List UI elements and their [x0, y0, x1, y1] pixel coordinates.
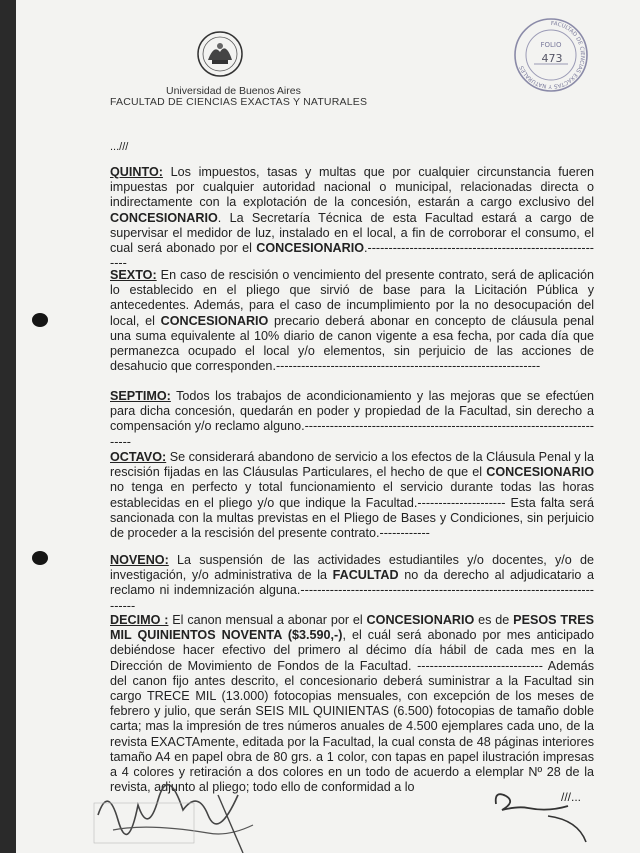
stamp-folio-label: FOLIO	[540, 41, 562, 49]
clause-text: Los impuestos, tasas y multas que por cualquier circunstancia fueren impuestas por cualquier autoridad nacional o municipal, relacionadas directa o indirectamente con la explotación de la concesión, estarán a cargo exclusivo del	[110, 165, 594, 210]
clause-heading: SEXTO:	[110, 268, 157, 282]
university-seal-icon	[196, 30, 244, 78]
clause-text-bold: CONCESIONARIO	[160, 313, 269, 328]
clause-quinto	[110, 165, 594, 271]
clause-text: , el cuál será abonado por mes anticipado debiéndose hacer efectivo del primero al décimo día hábil de cada mes en la Dirección de Movimiento de Fondos de la Facultad. ------------------------------ Además del canon fijo antes descrito, el concesionario deberá suministrar a la Facultad sin cargo TRECE MIL (13.000) fotocopias mensuales, con excepción de los meses de febrero y julio, que serán SEIS MIL QUINIENTAS (6.500) fotocopias de tamaño doble carta; mas la impresión de tres números anuales de 4.500 ejemplares cada uno, de la revista EXACTAmente, editada por la Facultad, la cual consta de 48 páginas interiores tamaño A4 en papel obra de 80 grs. a 1 color, con tapas en papel ilustración impresas a 4 colores y retiración a dos colores en un todo de acuerdo a elemplar Nº 28 de la revista, adjunto al pliego; todo ello de conformidad a lo	[110, 628, 594, 795]
clause-text: no tenga en perfecto y total funcionamiento el servicio durante todas las horas establecidas en el pliego y/o que indique la Facultad.--------------------- Esta falta será sancionada con la multas previstas en el Pliego de Bases y Condiciones, sin perjuicio de proceder a la rescisión del presente contrato.------------	[110, 480, 594, 541]
punch-hole	[32, 313, 48, 327]
clause-text: no da derecho al adjudicatario a reclamo ni indemnización alguna.----------------------------------------------------------------------------	[110, 568, 594, 613]
signature-left	[88, 775, 268, 853]
folio-stamp	[512, 16, 590, 94]
clause-text-bold: CONCESIONARIO	[110, 210, 218, 225]
clause-text-bold: CONCESIONARIO	[486, 465, 594, 480]
clause-text: Todos los trabajos de acondicionamiento y las mejoras que se efectúen para dicha concesión, quedarán en poder y propiedad de la Facultad, sin derecho a compensación y/o reclamo alguno.--------------------------------------------------------------------------	[110, 389, 594, 449]
clause-text: precario deberá abonar en concepto de cláusula penal una suma equivalente al 10% diario de canon vigente a esa fecha, por cada día que permanezca ocupado el local y/o elementos, sin perjuicio de las acciones de desahucio que corresponden.---------------------------------------------------------------	[110, 313, 594, 374]
clause-heading: QUINTO:	[110, 165, 163, 179]
clause-octavo	[110, 450, 594, 541]
clause-heading: SEPTIMO:	[110, 389, 171, 403]
clause-text: En caso de rescisión o vencimiento del presente contrato, será de aplicación lo establecido en el pliego que sirvió de base para la Licitación Pública y antecedentes. Además, para el caso de incumplimiento por la no desocupación del local, el	[110, 268, 594, 328]
clause-septimo	[110, 389, 594, 450]
continuation-mark: ...///	[110, 141, 129, 153]
clause-text: .----------------------------------------------------------	[110, 241, 594, 271]
stamp-folio-number: 473	[541, 52, 563, 65]
faculty-name: FACULTAD DE CIENCIAS EXACTAS Y NATURALES	[110, 96, 368, 108]
clause-heading: NOVENO:	[110, 553, 169, 567]
clause-heading: DECIMO :	[110, 613, 169, 627]
clause-sexto	[110, 268, 594, 374]
clause-text: Se considerará abandono de servicio a los efectos de la Cláusula Penal y la rescisión fijadas en las Cláusulas Particulares, el hecho de que el	[110, 450, 594, 480]
university-name: Universidad de Buenos Aires	[166, 85, 301, 97]
clause-heading: OCTAVO:	[110, 450, 167, 464]
page-end-mark: ///...	[561, 790, 582, 804]
clause-text-bold: PESOS TRES MIL QUINIENTOS NOVENTA ($3.590,-)	[110, 613, 595, 643]
clause-text-bold: FACULTAD	[332, 568, 399, 583]
clause-text: La suspensión de las actividades estudiantiles y/o docentes, y/o de investigación, y/o administrativa de la	[110, 553, 594, 583]
clause-text-bold: CONCESIONARIO	[256, 241, 365, 256]
clause-text: El canon mensual a abonar por el	[168, 613, 367, 627]
clause-text: es de	[474, 613, 514, 627]
signature-right	[488, 786, 598, 846]
document-page	[16, 0, 640, 853]
punch-hole	[32, 551, 48, 565]
clause-noveno	[110, 553, 594, 614]
clause-text: . La Secretaría Técnica de esta Facultad estará a cargo de supervisar el medidor de luz, instalado en el local, a fin de corroborar el consumo, el cual será abonado por el	[110, 210, 594, 256]
stamp-ring-text: FACULTAD DE CIENCIAS EXACTAS Y NATURALES	[519, 20, 585, 90]
clause-text-bold: CONCESIONARIO	[366, 613, 475, 627]
clause-decimo	[110, 613, 594, 795]
